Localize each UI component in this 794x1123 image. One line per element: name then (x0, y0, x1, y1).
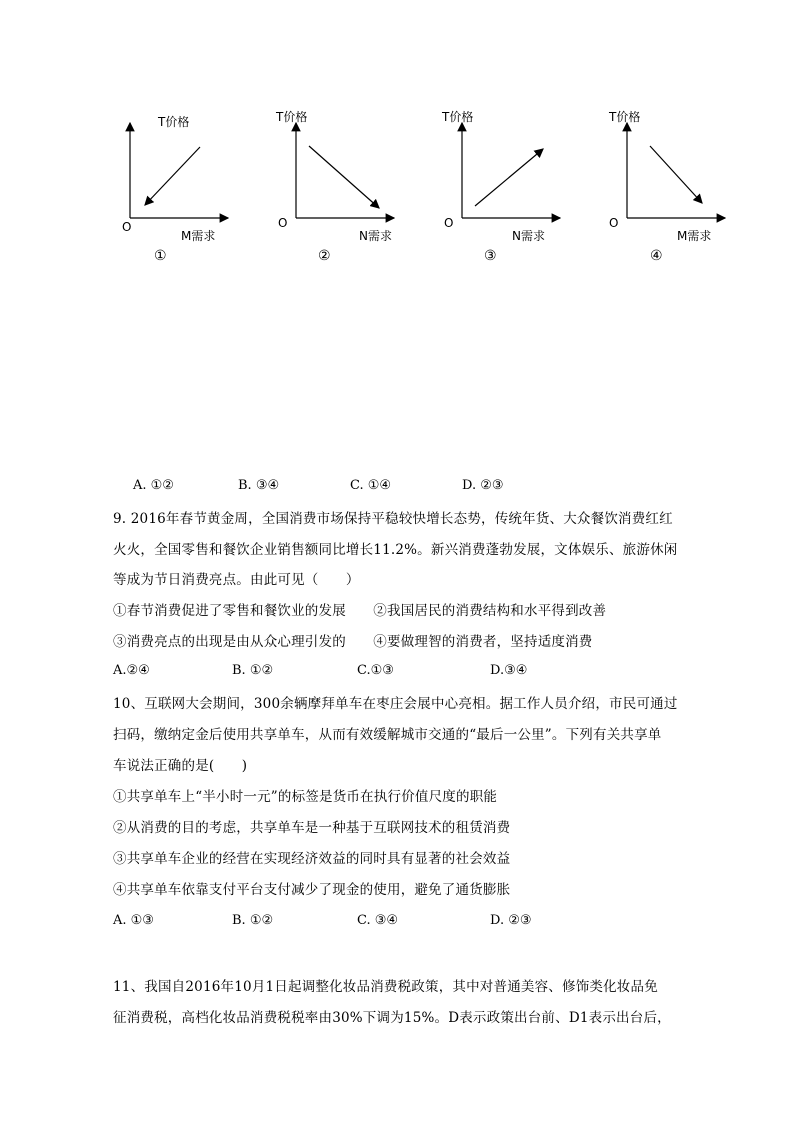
q9-option-c[interactable]: C.①③ (357, 663, 394, 678)
graph-4-origin: O (609, 216, 619, 230)
graph-2-number: ② (318, 248, 331, 264)
q10-option-b[interactable]: B. ①② (232, 913, 274, 928)
graph-2-x-label: N需求 (359, 229, 392, 243)
q8-options (0, 478, 794, 498)
q10-item-line-2: ②从消费的目的考虑，共享单车是一种基于互联网技术的租赁消费 (113, 820, 511, 836)
graph-1 (118, 100, 248, 270)
q10-stem-line-1: 10、互联网大会期间，300余辆摩拜单车在枣庄会展中心亮相。据工作人员介绍，市民可通过 (113, 696, 678, 712)
graph-2-y-label: T价格 (276, 110, 308, 124)
q9-stem-line-2: 火火，全国零售和餐饮企业销售额同比增长11.2%。新兴消费蓬勃发展，文体娱乐、旅游休闲 (113, 542, 678, 558)
q11-stem-line-2: 征消费税，高档化妆品消费税税率由30%下调为15%。D表示政策出台前、D1表示出台后， (113, 1010, 671, 1026)
graph-1-origin: O (122, 220, 132, 234)
graph-4-number: ④ (650, 248, 663, 264)
graph-1-y-label: T价格 (158, 115, 190, 129)
graph-1-number: ① (154, 248, 167, 264)
q9-item-line-2: ③消费亮点的出现是由从众心理引发的 ④要做理智的消费者，坚持适度消费 (113, 634, 593, 650)
q9-item-line-1: ①春节消费促进了零售和餐饮业的发展 ②我国居民的消费结构和水平得到改善 (113, 603, 607, 619)
graph-4-y-label: T价格 (609, 110, 641, 124)
q8-option-b[interactable]: B. ③④ (238, 478, 280, 493)
q10-options (0, 913, 794, 933)
graph-3-y-label: T价格 (442, 110, 474, 124)
q9-option-a[interactable]: A.②④ (113, 663, 150, 678)
graph-1-x-label: M需求 (181, 229, 216, 243)
graph-3-axes (450, 100, 580, 270)
graph-4-axes (615, 100, 745, 270)
graph-3 (442, 100, 580, 270)
q8-option-d[interactable]: D. ②③ (462, 478, 504, 493)
q10-stem-line-3: 车说法正确的是( ) (113, 758, 248, 774)
q9-option-b[interactable]: B. ①② (232, 663, 274, 678)
graph-4-x-label: M需求 (677, 229, 712, 243)
q9-stem-line-1: 9. 2016年春节黄金周，全国消费市场保持平稳较快增长态势，传统年货、大众餐饮消费红红 (113, 511, 673, 527)
graph-1-curve (145, 147, 200, 205)
q10-option-a[interactable]: A. ①③ (113, 913, 154, 928)
graph-2 (276, 100, 414, 270)
graph-3-x-label: N需求 (512, 229, 545, 243)
q10-item-line-3: ③共享单车企业的经营在实现经济效益的同时具有显著的社会效益 (113, 851, 511, 867)
graph-4 (609, 100, 745, 270)
q10-item-line-4: ④共享单车依靠支付平台支付减少了现金的使用，避免了通货膨胀 (113, 882, 511, 898)
q9-options (0, 663, 794, 683)
q9-option-d[interactable]: D.③④ (490, 663, 528, 678)
q10-stem-line-2: 扫码，缴纳定金后使用共享单车，从而有效缓解城市交通的“最后一公里”。下列有关共享单 (113, 727, 662, 743)
graph-2-curve (309, 146, 379, 208)
q9-stem-line-3: 等成为节日消费亮点。由此可见（ ） (113, 572, 360, 588)
graph-3-curve (475, 149, 543, 206)
q8-option-c[interactable]: C. ①④ (350, 478, 392, 493)
graph-4-curve (650, 146, 702, 203)
q10-option-d[interactable]: D. ②③ (490, 913, 532, 928)
q10-item-line-1: ①共享单车上“半小时一元”的标签是货币在执行价值尺度的职能 (113, 789, 498, 805)
graph-2-origin: O (278, 216, 288, 230)
graph-3-number: ③ (484, 248, 497, 264)
q11-stem-line-1: 11、我国自2016年10月1日起调整化妆品消费税政策，其中对普通美容、修饰类化妆品免 (113, 979, 658, 995)
q10-option-c[interactable]: C. ③④ (357, 913, 399, 928)
graph-3-origin: O (444, 216, 454, 230)
q8-option-a[interactable]: A. ①② (133, 478, 174, 493)
graph-2-axes (284, 100, 414, 270)
